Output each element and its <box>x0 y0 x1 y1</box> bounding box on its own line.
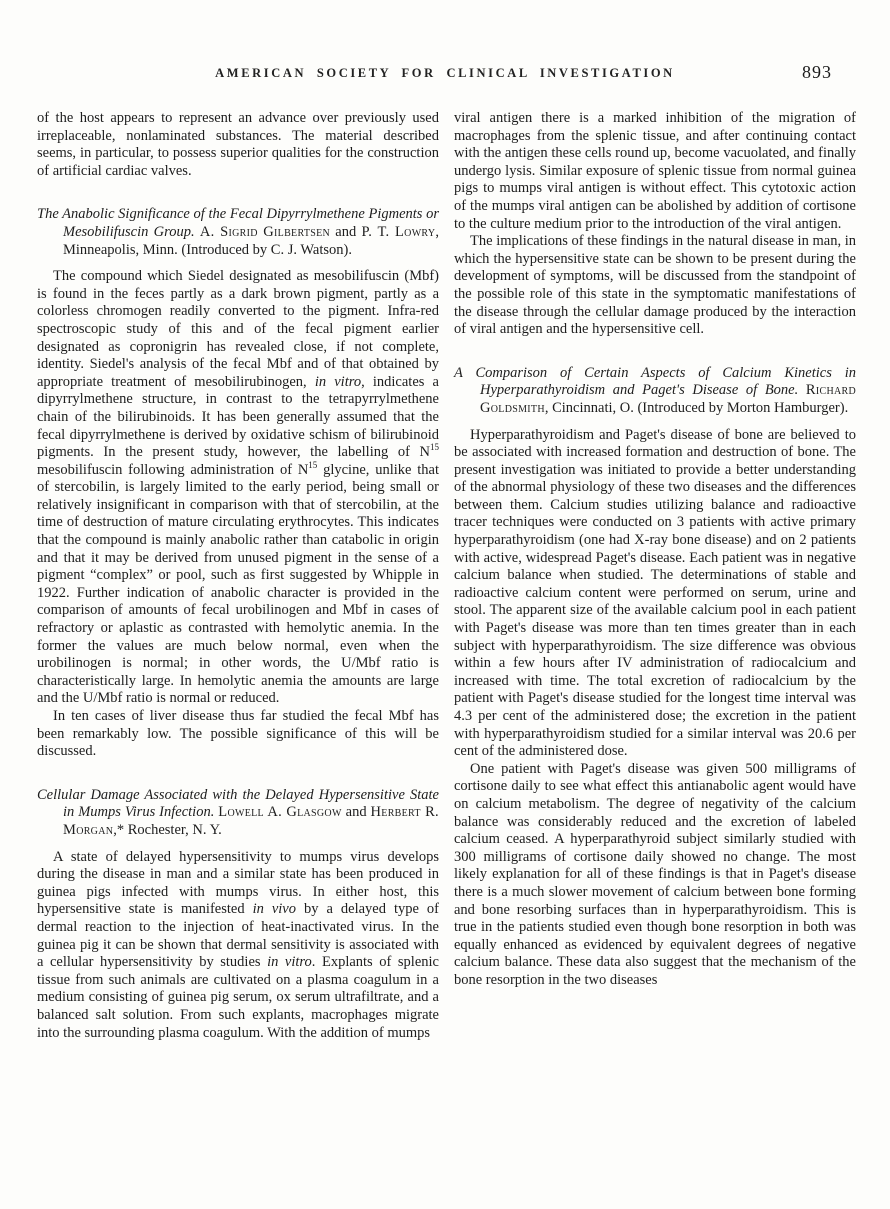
left-column <box>37 110 439 1042</box>
body-paragraph: The compound which Siedel designated as mesobilifuscin (Mbf) is found in the feces partly as a dark brown pigment, partly as a colorless chromogen readily converted to the pigment. Infra-red spectroscopic study of this and of the fecal pigment earlier designated as copronigrin has revealed close, if not complete, identity. Siedel's analysis of the fecal Mbf and of that obtained by appropriate treatment of mesobilirubinogen, in vitro, indicates a dipyrrylmethene structure, in contrast to the tetrapyrrylmethene chain of the bilirubinoids. It has been generally assumed that the fecal dipyrrylmethene is derived by oxidative schism of bilirubinoid pigments. In the present study, however, the labelling of $N^{15}$ mesobilifuscin following administration of $N^{15}$ glycine, unlike that of stercobilin, is largely limited to the early period, being small or relatively insignificant in comparison with that of stercobilin, at the time of destruction of mature circulating erythrocytes. This indicates that the compound is mainly anabolic rather than catabolic in origin and that it may be derived from unused pigment in the sense of a pigment “complex” or pool, such as first suggested by Whipple in 1922. Further indication of anabolic character is provided in the comparison of amounts of fecal urobilinogen and Mbf in cases of refractory or aplastic as contrasted with hemolytic anemia. In the former the values are much below normal, even when the urobilinogen is normal; in other words, the U/Mbf ratio is characteristically large. In hemolytic anemia the amounts are large and the U/Mbf ratio is normal or reduced. <box>37 268 439 707</box>
abstract-heading: A Comparison of Certain Aspects of Calcium Kinetics in Hyperparathyroidism and Paget's Disease of Bone. Richard Goldsmith, Cincinnati, O. (Introduced by Morton Hamburger). <box>454 364 856 416</box>
running-head: AMERICAN SOCIETY FOR CLINICAL INVESTIGATION <box>215 66 675 80</box>
body-paragraph: of the host appears to represent an advance over previously used irreplaceable, nonlaminated substances. The material described seems, in particular, to possess superior qualities for the construction of artificial cardiac valves. <box>37 110 439 179</box>
body-paragraph: A state of delayed hypersensitivity to mumps virus develops during the disease in man and a similar state has been produced in guinea pigs infected with mumps virus. In either host, this hypersensitive state is manifested in vivo by a delayed type of dermal reaction to the injection of heat-inactivated virus. In the guinea pig it can be shown that dermal sensitivity is associated with a cellular hypersensitivity by studies in vitro. Explants of splenic tissue from such animals are cultivated on a plasma coagulum in a medium consisting of guinea pig serum, ox serum ultrafiltrate, and a balanced salt solution. From such explants, macrophages migrate into the surrounding plasma coagulum. With the addition of mumps <box>37 848 439 1041</box>
abstract-heading: Cellular Damage Associated with the Delayed Hypersensitive State in Mumps Virus Infection. Lowell A. Glasgow and Herbert R. Morgan,* Rochester, N. Y. <box>37 786 439 838</box>
body-paragraph: viral antigen there is a marked inhibition of the migration of macrophages from the splenic tissue, and after continuing contact with the antigen these cells round up, become vacuolated, and finally undergo lysis. Similar exposure of splenic tissue from normal guinea pigs to mumps viral antigen is without effect. This cytotoxic action of the mumps viral antigen can be abolished by addition of cortisone to the culture medium prior to the introduction of the viral antigen. <box>454 110 856 232</box>
body-paragraph: One patient with Paget's disease was given 500 milligrams of cortisone daily to see what effect this antianabolic agent would have on calcium metabolism. The degree of negativity of the calcium balance was considerably reduced and the excretion of labeled calcium ceased. A hyperparathyroid subject similarly studied with 300 milligrams of cortisone daily showed no change. The most likely explanation for all of these findings is that in Paget's disease there is a much slower movement of calcium between bone forming and bone resorbing surfaces than in hyperparathyroidism. This is true in the patients studied even though bone resorption in both was equally enhanced as evidenced by equivalent degrees of negative calcium balance. These data also suggest that the mechanism of the bone resorption in the two diseases <box>454 760 856 988</box>
right-column <box>454 110 856 1042</box>
page-header <box>0 62 890 88</box>
body-paragraph: The implications of these findings in the natural disease in man, in which the hypersensitive state can be shown to be present during the development of symptoms, will be discussed from the standpoint of the possible role of this state in the symptomatic manifestations of the disease through the cellular damage produced by the interaction of viral antigen and the hypersensitive cell. <box>454 233 856 338</box>
page-number: 893 <box>802 62 832 82</box>
body-paragraph: Hyperparathyroidism and Paget's disease of bone are believed to be associated with increased formation and destruction of bone. The present investigation was initiated to provide a better understanding of the abnormal physiology of these two diseases and the differences between them. Calcium studies utilizing balance and radioactive tracer techniques were conducted on 3 patients with active primary hyperparathyroidism (one had X-ray bone disease) and on 2 patients with active, widespread Paget's disease. Each patient was in negative calcium balance when studied. The determinations of stable and radioactive calcium content were performed on serum, urine and stool. The apparent size of the available calcium pool in each patient with Paget's disease was more than ten times greater than in each subject with hyperparathyroidism. The size difference was obvious within a few hours after IV administration of radiocalcium and increased with time. The total excretion of radiocalcium by the patient with Paget's disease studied for the longest time interval was 4.3 per cent of the administered dose; the excretion in the patient with hyperparathyroidism studied for a similar interval was 20.6 per cent of the administered dose. <box>454 426 856 760</box>
abstract-heading: The Anabolic Significance of the Fecal Dipyrrylmethene Pigments or Mesobilifuscin Group. A. Sigrid Gilbertsen and P. T. Lowry, Minneapolis, Minn. (Introduced by C. J. Watson). <box>37 206 439 258</box>
two-column-text-block <box>0 88 890 1042</box>
body-paragraph: In ten cases of liver disease thus far studied the fecal Mbf has been remarkably low. The possible significance of this will be discussed. <box>37 708 439 760</box>
